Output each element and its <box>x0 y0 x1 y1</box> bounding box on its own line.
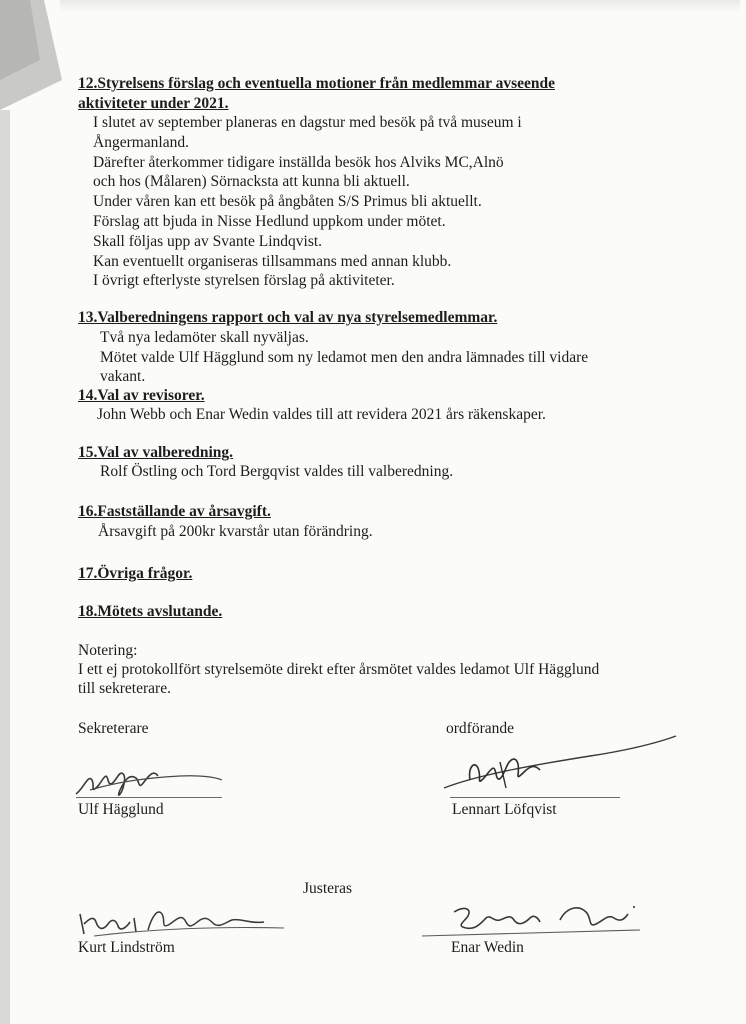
section-12-line: och hos (Målaren) Sörnacksta att kunna bli aktuell. <box>93 173 410 190</box>
section-12-line: Skall följas upp av Svante Lindqvist. <box>93 233 323 250</box>
chair-name: Lennart Löfqvist <box>452 801 557 818</box>
section-15-line: Rolf Östling och Tord Bergqvist valdes till valberedning. <box>100 463 454 480</box>
section-12-line: Under våren kan ett besök på ångbåten S/S Primus bli aktuellt. <box>93 193 482 210</box>
adjuster-2-signature <box>420 896 650 942</box>
section-12-line: Ångermanland. <box>93 134 189 151</box>
chair-signature <box>440 728 680 808</box>
section-16-heading: 16.Fastställande av årsavgift. <box>78 503 271 520</box>
scan-shadow-left <box>0 0 74 1024</box>
secretary-signature <box>70 760 230 805</box>
section-12-heading-cont: aktiviteter under 2021. <box>78 95 229 112</box>
adjuster-1-signature <box>74 902 294 942</box>
secretary-role-label: Sekreterare <box>78 720 149 737</box>
section-12-line: Förslag att bjuda in Nisse Hedlund uppkom under mötet. <box>93 213 446 230</box>
section-12-line: Därefter återkommer tidigare inställda besök hos Alviks MC,Alnö <box>93 154 504 171</box>
adjuster-2-name: Enar Wedin <box>451 939 524 956</box>
scan-shadow-top <box>60 0 740 12</box>
note-label: Notering: <box>78 642 138 659</box>
chair-role-label: ordförande <box>446 720 514 737</box>
secretary-signature-line <box>76 797 222 798</box>
secretary-name: Ulf Hägglund <box>78 801 164 818</box>
section-17-heading: 17.Övriga frågor. <box>78 565 193 582</box>
section-12-line: Kan eventuellt organiseras tillsammans med annan klubb. <box>93 253 452 270</box>
note-text: till sekreterare. <box>78 680 171 697</box>
section-13-heading: 13.Valberedningens rapport och val av nya styrelsemedlemmar. <box>78 309 498 326</box>
section-12-line: I övrigt efterlyste styrelsen förslag på aktiviteter. <box>93 272 395 289</box>
note-text: I ett ej protokollfört styrelsemöte direkt efter årsmötet valdes ledamot Ulf Hägglund <box>78 661 600 678</box>
section-18-heading: 18.Mötets avslutande. <box>78 603 223 620</box>
chair-signature-line <box>450 797 620 798</box>
section-14-heading: 14.Val av revisorer. <box>78 387 205 404</box>
section-16-line: Årsavgift på 200kr kvarstår utan förändring. <box>98 523 373 540</box>
section-12-heading: 12.Styrelsens förslag och eventuella motioner från medlemmar avseende <box>78 75 555 92</box>
section-13-line: vakant. <box>100 368 146 385</box>
adjuster-1-name: Kurt Lindström <box>78 939 175 956</box>
justeras-label: Justeras <box>303 880 353 897</box>
section-13-line: Mötet valde Ulf Hägglund som ny ledamot men den andra lämnades till vidare <box>100 349 589 366</box>
section-12-line: I slutet av september planeras en dagstur med besök på två museum i <box>93 114 522 131</box>
section-15-heading: 15.Val av valberedning. <box>78 444 234 461</box>
section-13-line: Två nya ledamöter skall nyväljas. <box>100 329 309 346</box>
section-14-line: John Webb och Enar Wedin valdes till att revidera 2021 års räkenskaper. <box>97 406 546 423</box>
